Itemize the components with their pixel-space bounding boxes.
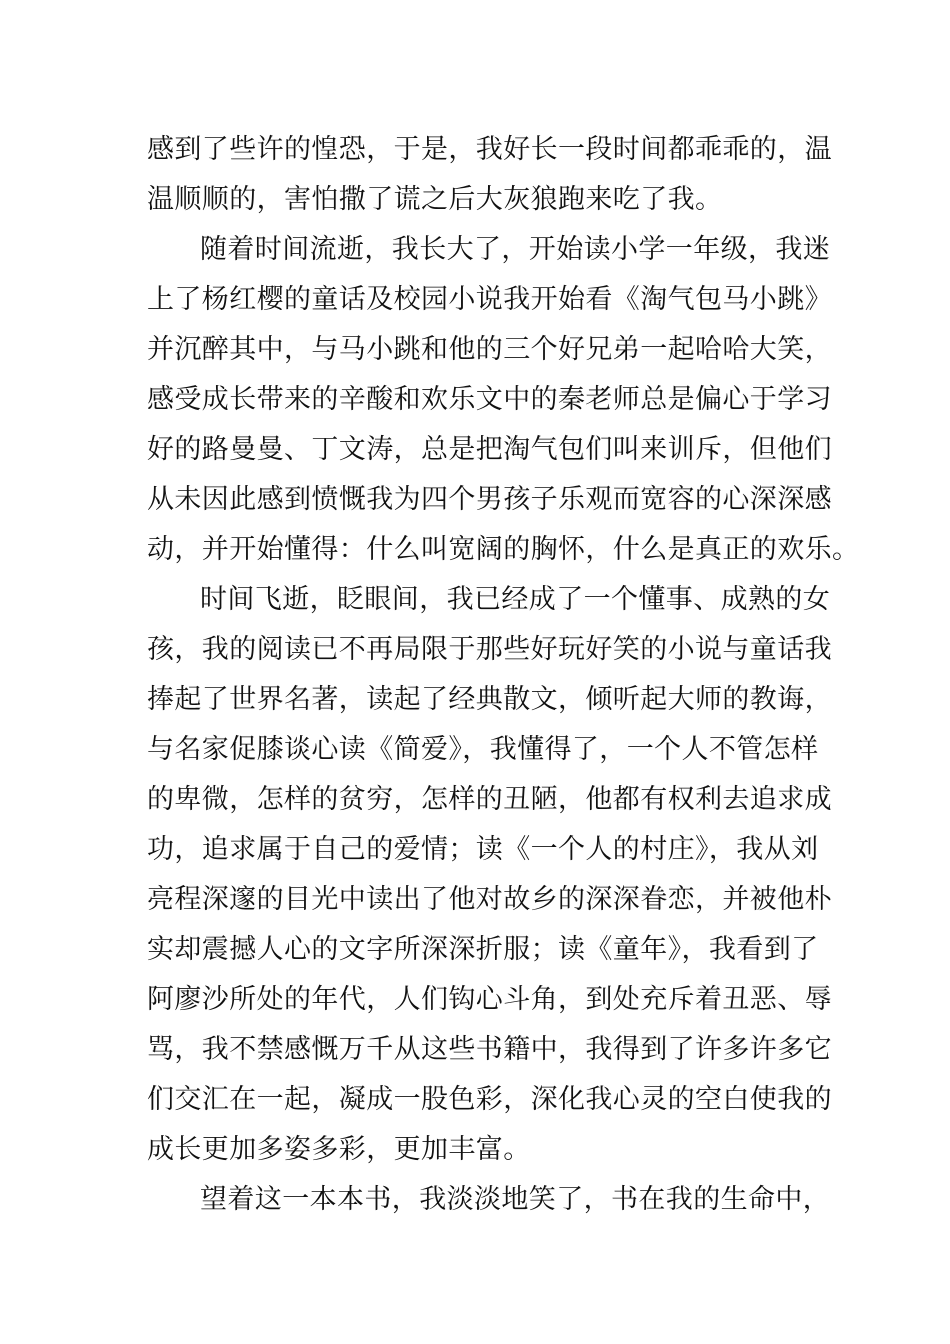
text-line: 亮程深邃的目光中读出了他对故乡的深深眷恋，并被他朴 [147,884,832,915]
text-line: 骂，我不禁感慨万千从这些书籍中，我得到了许多许多它 [147,1034,832,1065]
text-line: 们交汇在一起，凝成一股色彩，深化我心灵的空白使我的 [147,1084,832,1115]
text-line: 捧起了世界名著，读起了经典散文，倾听起大师的教诲， [147,684,832,715]
text-line: 感到了些许的惶恐，于是，我好长一段时间都乖乖的，温 [147,134,832,165]
text-line: 实却震撼人心的文字所深深折服；读《童年》，我看到了 [147,934,819,965]
text-line: 动，并开始懂得：什么叫宽阔的胸怀，什么是真正的欢乐。 [147,534,860,565]
text-line: 感受成长带来的辛酸和欢乐文中的秦老师总是偏心于学习 [147,384,832,415]
text-line: 孩，我的阅读已不再局限于那些好玩好笑的小说与童话我 [147,634,832,665]
text-line: 的卑微，怎样的贫穷，怎样的丑陋，他都有权利去追求成 [147,784,832,815]
text-line: 好的路曼曼、丁文涛，总是把淘气包们叫来训斥，但他们 [147,434,832,465]
paragraph-first-line: 望着这一本本书，我淡淡地笑了，书在我的生命中， [200,1184,831,1215]
text-line: 并沉醉其中，与马小跳和他的三个好兄弟一起哈哈大笑， [147,334,832,365]
text-line: 上了杨红樱的童话及校园小说我开始看《淘气包马小跳》 [147,284,832,315]
text-line: 成长更加多姿多彩，更加丰富。 [147,1134,531,1165]
text-line: 功，追求属于自己的爱情；读《一个人的村庄》，我从刘 [147,834,819,865]
paragraph-first-line: 时间飞逝，眨眼间，我已经成了一个懂事、成熟的女 [200,584,831,615]
text-line: 阿廖沙所处的年代，人们钩心斗角，到处充斥着丑恶、辱 [147,984,832,1015]
paragraph-first-line: 随着时间流逝，我长大了，开始读小学一年级，我迷 [200,234,831,265]
text-line: 温顺顺的，害怕撒了谎之后大灰狼跑来吃了我。 [147,184,723,215]
text-line: 与名家促膝谈心读《简爱》，我懂得了，一个人不管怎样 [147,734,819,765]
text-line: 从未因此感到愤慨我为四个男孩子乐观而宽容的心深深感 [147,484,832,515]
